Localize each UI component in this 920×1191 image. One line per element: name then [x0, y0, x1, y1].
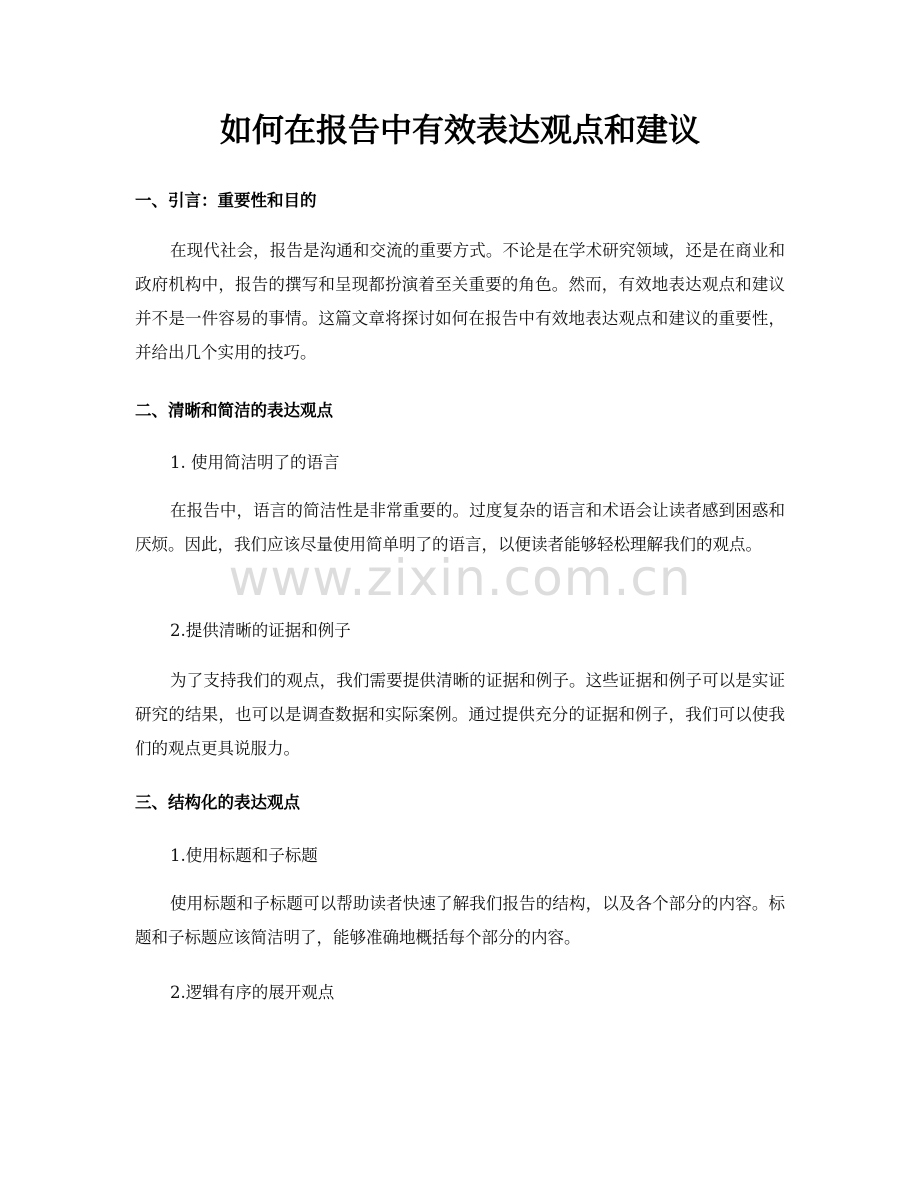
- section-heading-clear: 二、清晰和简洁的表达观点: [135, 401, 333, 420]
- watermark: www.zixin.com.cn: [228, 549, 692, 607]
- section-heading-intro: 一、引言：重要性和目的: [135, 191, 317, 210]
- subheading-headings: 1.使用标题和子标题: [170, 846, 318, 865]
- paragraph-evidence: 为了支持我们的观点，我们需要提供清晰的证据和例子。这些证据和例子可以是实证研究的结果，也可以是调查数据和实际案例。通过提供充分的证据和例子，我们可以使我们的观点更具说服力。: [135, 671, 785, 758]
- subheading-concise-language: 1. 使用简洁明了的语言: [170, 453, 340, 472]
- paragraph-intro: 在现代社会，报告是沟通和交流的重要方式。不论是在学术研究领域，还是在商业和政府机构中，报告的撰写和呈现都扮演着至关重要的角色。然而，有效地表达观点和建议并不是一件容易的事情。这篇文章将探讨如何在报告中有效地表达观点和建议的重要性，并给出几个实用的技巧。: [135, 241, 785, 362]
- paragraph-concise-language: 在报告中，语言的简洁性是非常重要的。过度复杂的语言和术语会让读者感到困惑和厌烦。因此，我们应该尽量使用简单明了的语言，以便读者能够轻松理解我们的观点。: [135, 501, 785, 554]
- section-heading-structure: 三、结构化的表达观点: [135, 793, 300, 812]
- page-title: 如何在报告中有效表达观点和建议: [219, 111, 700, 149]
- subheading-evidence: 2.提供清晰的证据和例子: [170, 621, 351, 640]
- subheading-logical-order: 2.逻辑有序的展开观点: [170, 983, 335, 1002]
- paragraph-headings: 使用标题和子标题可以帮助读者快速了解我们报告的结构，以及各个部分的内容。标题和子标题应该简洁明了，能够准确地概括每个部分的内容。: [135, 894, 785, 947]
